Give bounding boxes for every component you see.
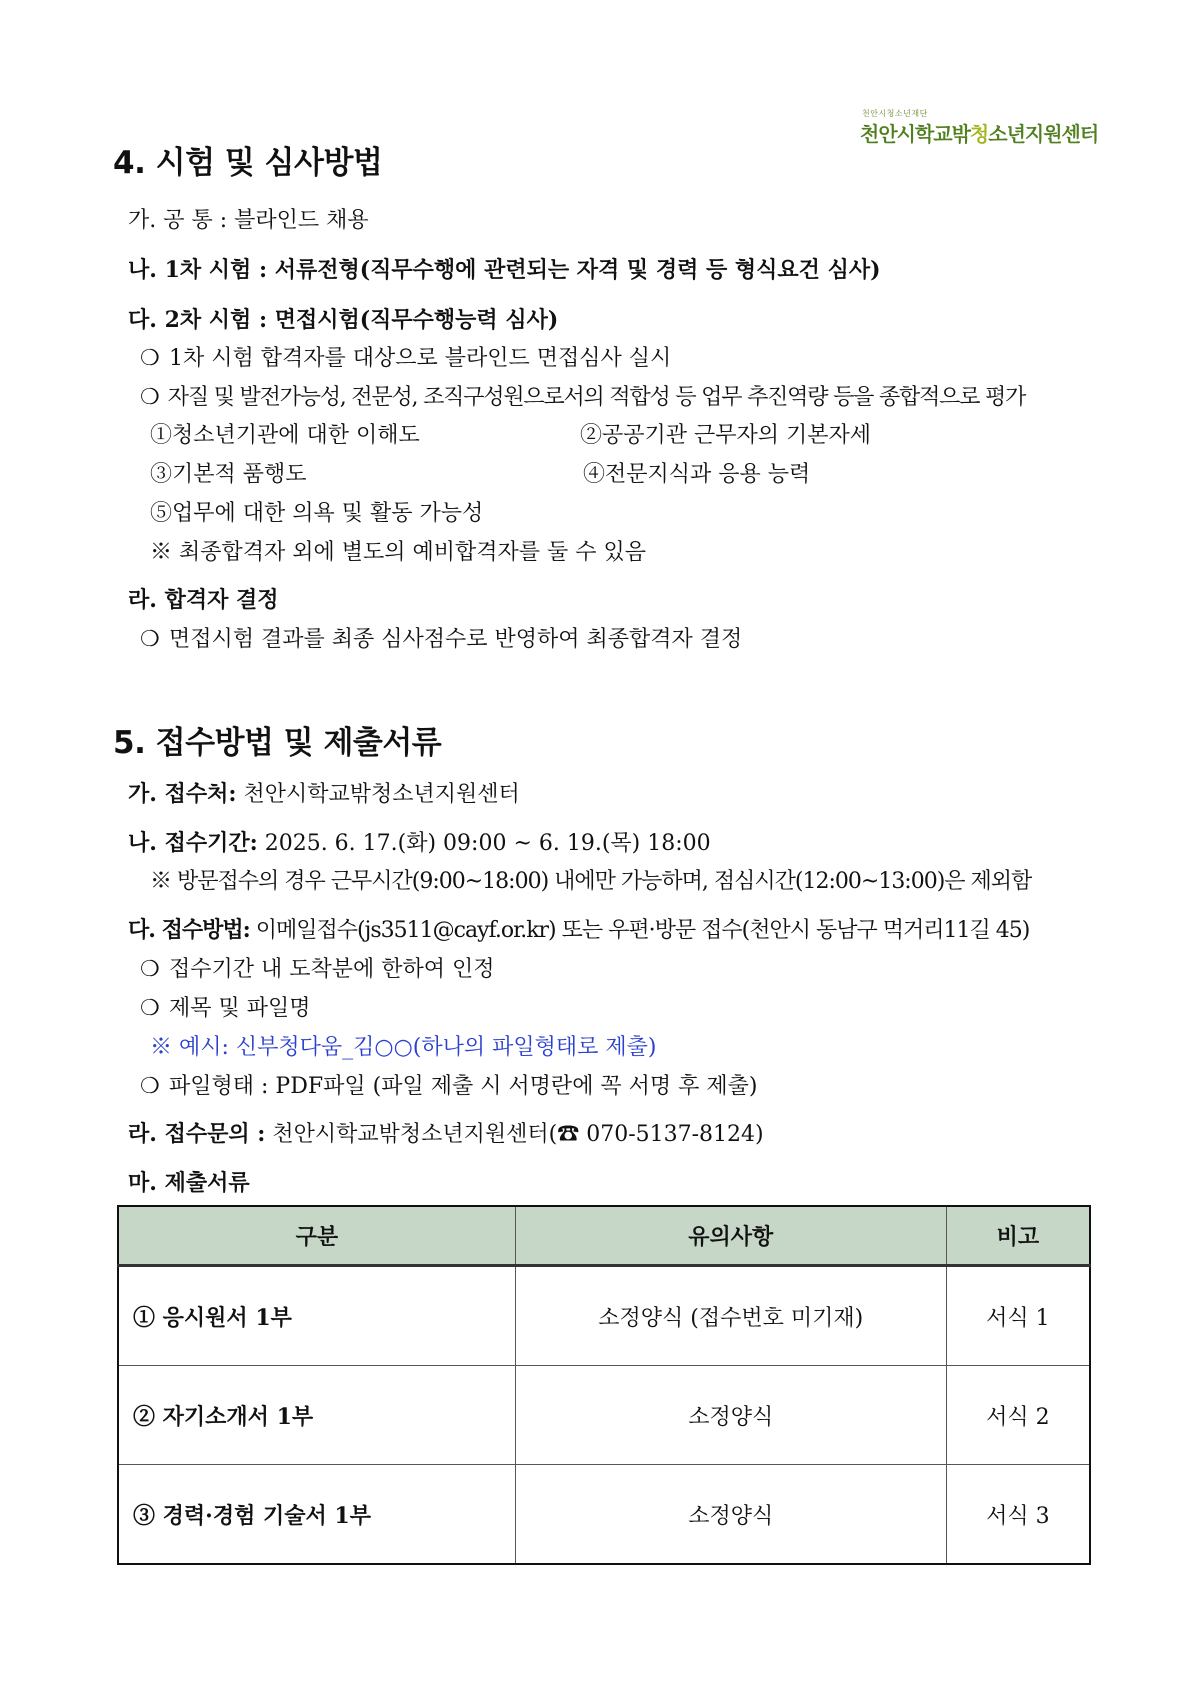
s5-na-note: ※ 방문접수의 경우 근무시간(9:00~18:00) 내에만 가능하며, 점심시간(12:00~13:00)은 제외함 [150, 869, 1032, 894]
doc-notes: 소정양식 [515, 1366, 946, 1465]
header-category: 구분 [118, 1206, 515, 1266]
s5-ra: 라. 접수문의 : 천안시학교밖청소년지원센터(☎ 070-5137-8124) [128, 1121, 764, 1147]
criterion-1: ①청소년기관에 대한 이해도 [150, 423, 420, 448]
s4-ra: 라. 합격자 결정 [128, 587, 279, 613]
s4-bullet-2: ❍ 자질 및 발전가능성, 전문성, 조직구성원으로서의 적합성 등 업무 추진역량 등을 종합적으로 평가 [140, 385, 1026, 410]
table-row [118, 1366, 1090, 1465]
doc-form: 서식 1 [946, 1266, 1090, 1366]
doc-form: 서식 2 [946, 1366, 1090, 1465]
table-header-row [118, 1206, 1090, 1266]
s4-ra-bullet: ❍ 면접시험 결과를 최종 심사점수로 반영하여 최종합격자 결정 [140, 627, 743, 652]
logo-title: 천안시학교밖청소년지원센터 [860, 122, 1099, 146]
doc-name: ③ 경력·경험 기술서 1부 [118, 1465, 515, 1565]
s5-da: 다. 접수방법: 이메일접수(js3511@cayf.or.kr) 또는 우편·방문 접수(천안시 동남구 먹거리11길 45) [128, 917, 1030, 943]
circle-bullet-icon: ❍ [140, 996, 160, 1021]
doc-name: ② 자기소개서 1부 [118, 1366, 515, 1465]
s5-na: 나. 접수기간: 2025. 6. 17.(화) 09:00 ~ 6. 19.(목) 18:00 [128, 830, 711, 856]
s5-bullet-2: ❍ 제목 및 파일명 [140, 996, 311, 1021]
doc-form: 서식 3 [986, 1503, 1050, 1529]
s5-bullet-1: ❍ 접수기간 내 도착분에 한하여 인정 [140, 957, 495, 982]
table-row [118, 1266, 1090, 1366]
s4-bullet-1: ❍ 1차 시험 합격자를 대상으로 블라인드 면접심사 실시 [140, 346, 672, 371]
documents-table [117, 1205, 1091, 1565]
section-4-title: 4. 시험 및 심사방법 [113, 145, 383, 181]
doc-notes: 소정양식 (접수번호 미기재) [515, 1266, 946, 1366]
s4-da: 다. 2차 시험 : 면접시험(직무수행능력 심사) [128, 307, 559, 333]
s4-ga: 가. 공 통 : 블라인드 채용 [128, 208, 369, 233]
s5-bullet-3: ❍ 파일형태 : PDF파일 (파일 제출 시 서명란에 꼭 서명 후 제출) [140, 1074, 758, 1099]
s4-na: 나. 1차 시험 : 서류전형(직무수행에 관련되는 자격 및 경력 등 형식요건 심사) [128, 257, 881, 283]
criterion-5: ⑤업무에 대한 의욕 및 활동 가능성 [150, 501, 484, 526]
doc-name: ① 응시원서 1부 [118, 1266, 515, 1366]
logo-subtitle: 천안시청소년재단 [862, 109, 928, 118]
circle-bullet-icon: ❍ [140, 957, 160, 982]
header-notes: 유의사항 [515, 1206, 946, 1266]
center-logo [860, 108, 1098, 147]
header-remarks: 비고 [946, 1206, 1090, 1266]
s5-ma: 마. 제출서류 [128, 1170, 250, 1196]
table-row [118, 1465, 1090, 1565]
circle-bullet-icon: ❍ [140, 1074, 160, 1099]
filename-example: ※ 예시: 신부청다움_김○○(하나의 파일형태로 제출) [150, 1035, 657, 1060]
criterion-2: ②공공기관 근무자의 기본자세 [580, 423, 872, 448]
circle-bullet-icon: ❍ [140, 385, 159, 410]
reserve-note: ※ 최종합격자 외에 별도의 예비합격자를 둘 수 있음 [150, 540, 646, 565]
criterion-4: ④전문지식과 응용 능력 [583, 462, 811, 487]
doc-notes: 소정양식 [515, 1465, 946, 1565]
criterion-3: ③기본적 품행도 [150, 462, 307, 487]
circle-bullet-icon: ❍ [140, 346, 160, 371]
circle-bullet-icon: ❍ [140, 627, 160, 652]
section-5-title: 5. 접수방법 및 제출서류 [113, 725, 442, 761]
s5-ga: 가. 접수처: 천안시학교밖청소년지원센터 [128, 781, 520, 807]
